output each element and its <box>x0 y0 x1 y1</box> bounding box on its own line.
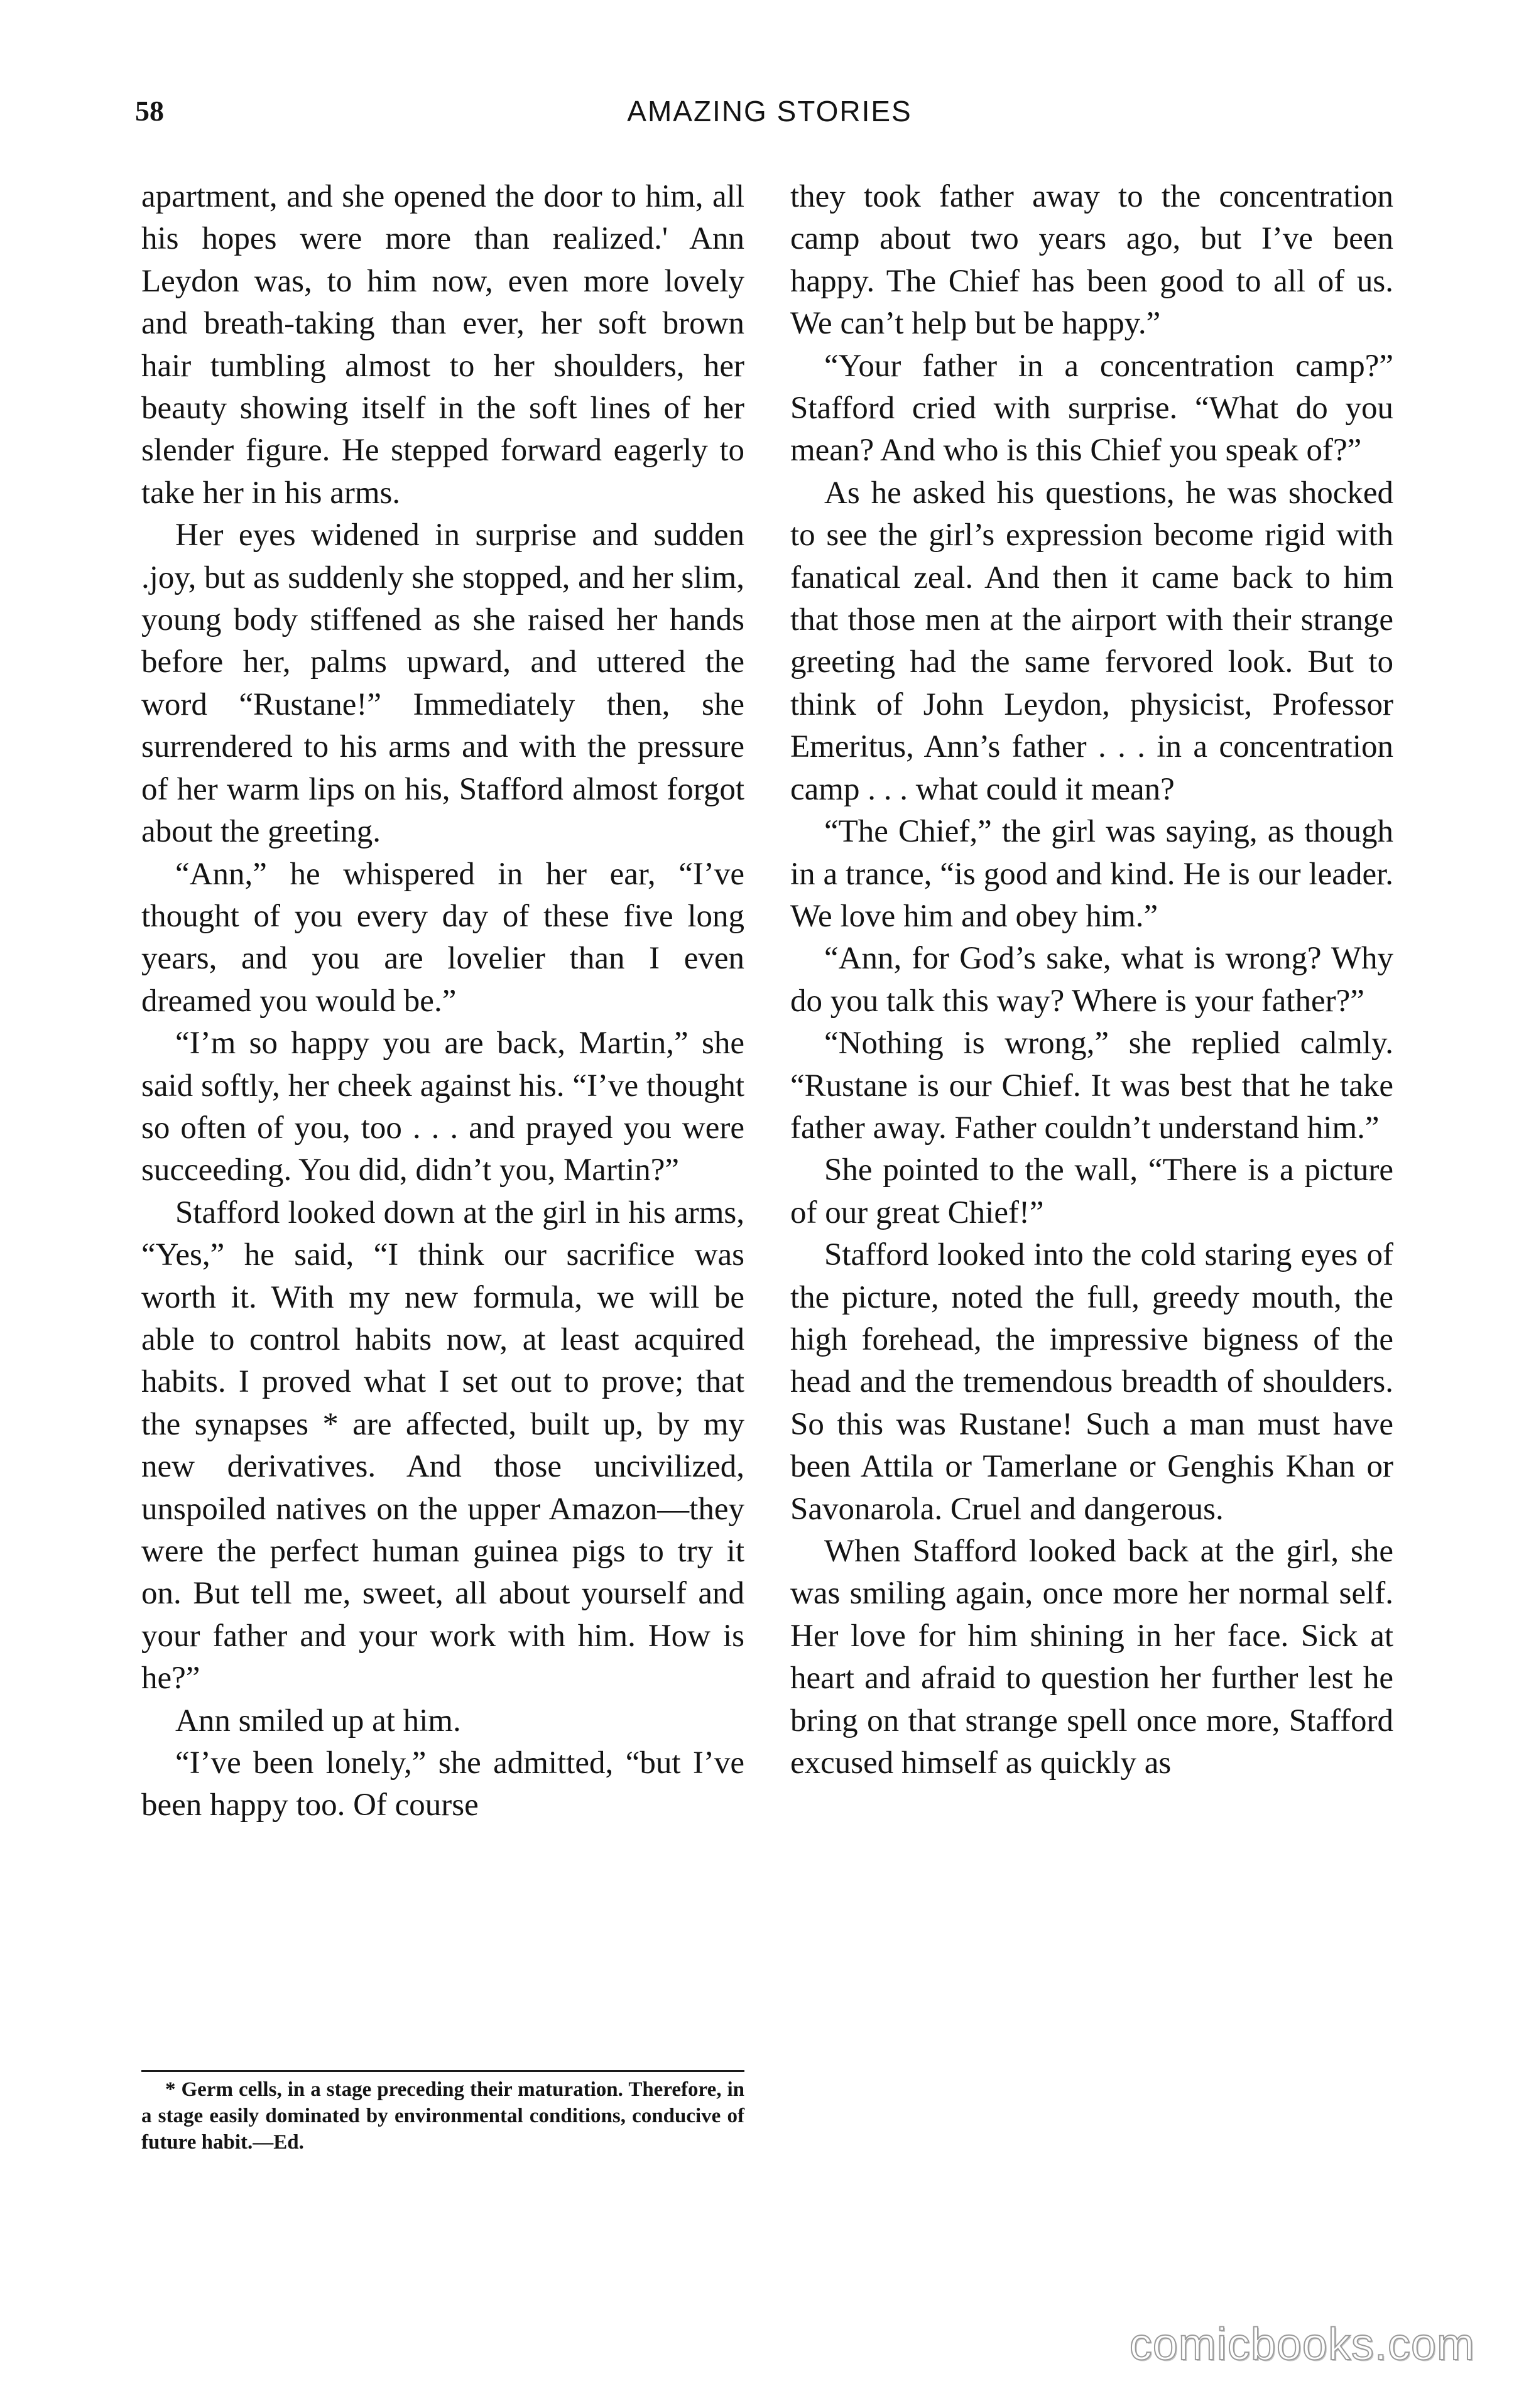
paragraph: “I’ve been lonely,” she admitted, “but I’ve been happy too. Of course <box>141 1745 744 1823</box>
paragraph: “Your father in a concentration camp?” Stafford cried with surprise. “What do you mean? And who is this Chief you speak of?” <box>790 348 1393 469</box>
paragraph: As he asked his questions, he was shocked to see the girl’s expression become rigid with fanatical zeal. And then it came back to him that those men at the airport with their strange greeting had the same fervored look. But to think of John Leydon, physicist, Professor Emeritus, Ann’s father . . . in a concentration camp . . . what could it mean? <box>790 475 1393 807</box>
paragraph: Stafford looked down at the girl in his arms, “Yes,” he said, “I think our sacrifice was worth it. With my new formula, we will be able to control habits now, at least acquired habits. I proved what I set out to prove; that the synapses * are affected, built up, by my new derivatives. And those uncivilized, unspoiled natives on the upper Amazon—they were the perfect human guinea pigs to try it on. But tell me, sweet, all about yourself and your father and your work with him. How is he?” <box>141 1195 744 1696</box>
paragraph: Ann smiled up at him. <box>175 1703 461 1738</box>
paragraph: “I’m so happy you are back, Martin,” she said softly, her cheek against his. “I’ve thought so often of you, too . . . and prayed you were succeeding. You did, didn’t you, Martin?” <box>141 1026 744 1188</box>
watermark: comicbooks.com <box>1129 2319 1475 2370</box>
paragraph: they took father away to the concentration camp about two years ago, but I’ve been happy. The Chief has been good to all of us. We can’t help but be happy.” <box>790 179 1393 342</box>
right-column <box>790 176 1393 1784</box>
running-head: AMAZING STORIES <box>627 95 912 127</box>
paragraph: “Nothing is wrong,” she replied calmly. “Rustane is our Chief. It was best that he take father away. Father couldn’t understand him.” <box>790 1026 1393 1146</box>
left-column <box>141 176 744 1827</box>
paragraph: Stafford looked into the cold staring eyes of the picture, noted the full, greedy mouth, the high forehead, the impressive bigness of the head and the tremendous breadth of shoulders. So this was Rustane! Such a man must have been Attila or Tamerlane or Genghis Khan or Savonarola. Cruel and dangerous. <box>790 1237 1393 1527</box>
paragraph: “Ann,” he whispered in her ear, “I’ve thought of you every day of these five long years, and you are lovelier than I even dreamed you would be.” <box>141 856 744 1019</box>
paragraph: apartment, and she opened the door to him, all his hopes were more than realized.' Ann Leydon was, to him now, even more lovely and breath-taking than ever, her soft brown hair tumbling almost to her shoulders, her beauty showing itself in the soft lines of her slender figure. He stepped forward eagerly to take her in his arms. <box>141 179 744 511</box>
footnote: * Germ cells, in a stage preceding their maturation. Therefore, in a stage easily dominated by environmental conditions, conducive of future habit.—Ed. <box>141 2078 744 2154</box>
page-number: 58 <box>135 95 164 127</box>
paragraph: “The Chief,” the girl was saying, as though in a trance, “is good and kind. He is our leader. We love him and obey him.” <box>790 814 1393 934</box>
paragraph: When Stafford looked back at the girl, she was smiling again, once more her normal self. Her love for him shining in her face. Sick at heart and afraid to question her further lest he bring on that strange spell once more, Stafford excused himself as quickly as <box>790 1534 1393 1781</box>
page-header <box>135 94 1404 144</box>
paragraph: Her eyes widened in surprise and sudden .joy, but as suddenly she stopped, and her slim, young body stiffened as she raised her hands before her, palms upward, and uttered the word “Rustane!” Immediately then, she surrendered to his arms and with the pressure of her warm lips on his, Stafford almost forgot about the greeting. <box>141 518 744 850</box>
paragraph: She pointed to the wall, “There is a picture of our great Chief!” <box>790 1152 1393 1230</box>
paragraph: “Ann, for God’s sake, what is wrong? Why do you talk this way? Where is your father?” <box>790 941 1393 1019</box>
footnote-divider <box>141 2070 744 2072</box>
